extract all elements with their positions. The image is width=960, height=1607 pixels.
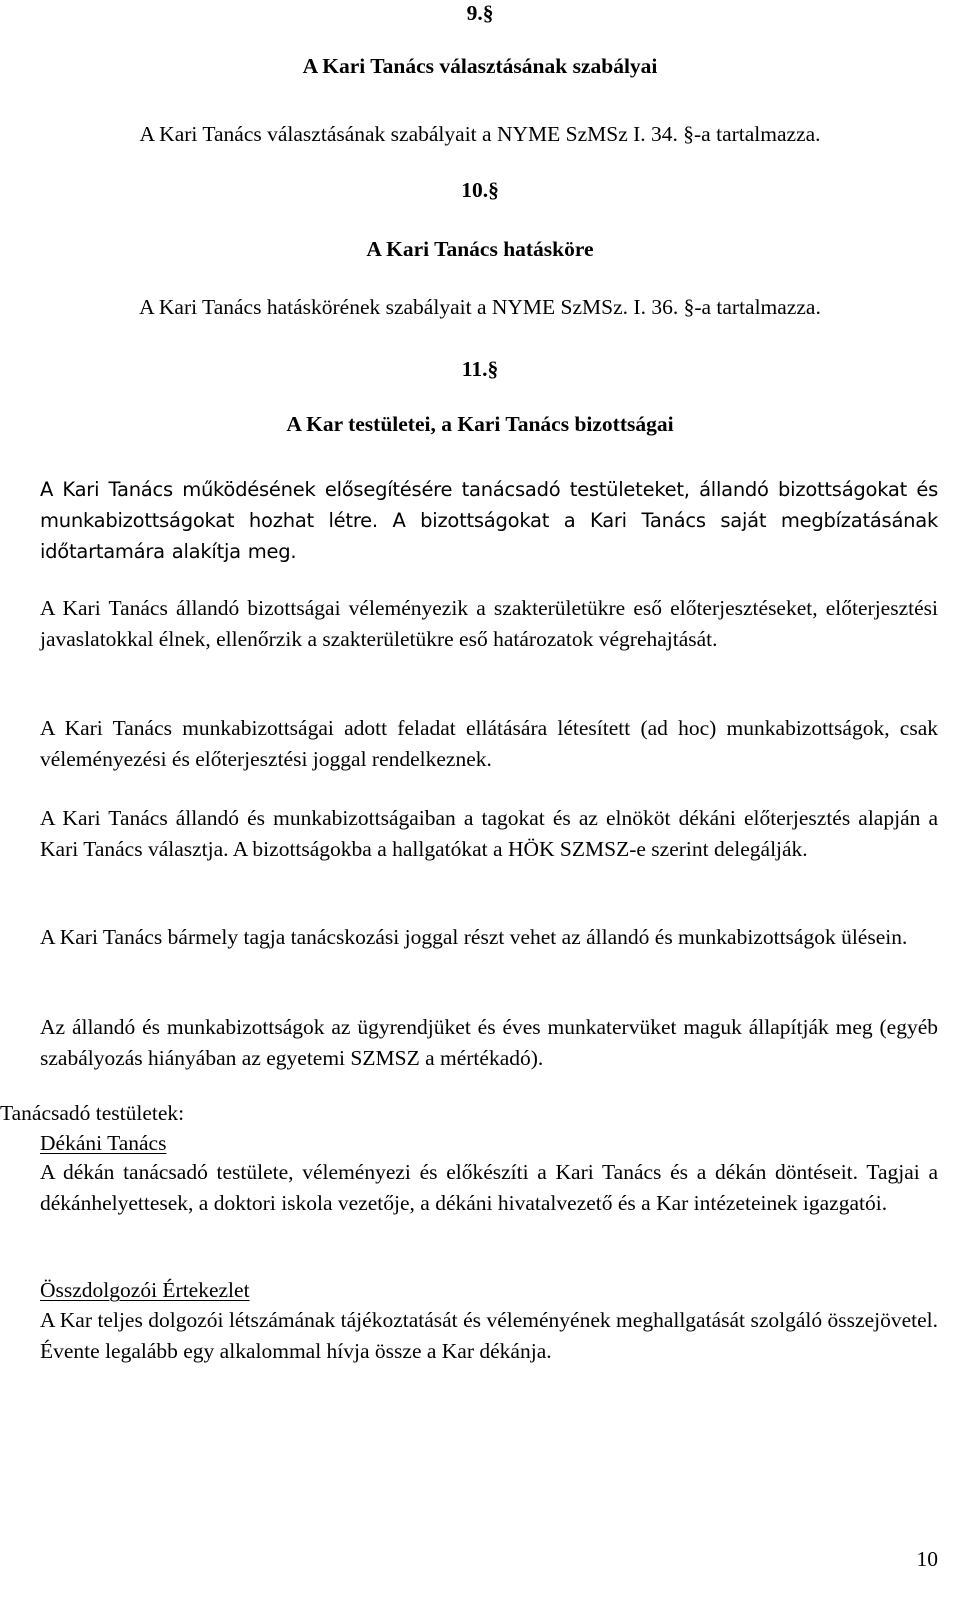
list-item-4-number — [0, 803, 40, 834]
list-item-6-number — [0, 1012, 40, 1043]
list-item-4-text: A Kari Tanács állandó és munkabizottságaiban a tagokat és az elnököt dékáni előterjesztés alapján a Kari Tanács választja. A bizottságokba a hallgatókat a HÖK SZMSZ-e szerint delegálják. — [40, 806, 938, 861]
list-item-6 — [40, 1012, 938, 1074]
advisory-heading: Tanácsadó testületek: — [0, 1101, 185, 1125]
page-number: 10 — [916, 1547, 938, 1571]
section-10-title: A Kari Tanács hatásköre — [366, 237, 594, 261]
section-9-number: 9.§ — [466, 1, 494, 25]
body-1-text: A dékán tanácsadó testülete, véleményezi és előkészíti a Kari Tanács és a dékán döntéseit. Tagjai a dékánhelyettesek, a doktori iskola vezetője, a dékáni hivatalvezető és a Kar intézeteinek igazgatói. — [40, 1160, 938, 1215]
list-item-3-number — [0, 713, 40, 744]
body-2-name: Összdolgozói Értekezlet — [40, 1278, 250, 1302]
list-item-3-text: A Kari Tanács munkabizottságai adott feladat ellátására létesített (ad hoc) munkabizottságok, csak véleményezési és előterjesztési joggal rendelkeznek. — [40, 716, 938, 771]
list-item-2 — [40, 593, 938, 655]
section-10-number: 10.§ — [461, 178, 499, 202]
body-1-name: Dékáni Tanács — [40, 1131, 167, 1155]
list-item-1-text: A Kari Tanács működésének elősegítésére tanácsadó testületeket, állandó bizottságokat és munkabizottságokat hozhat létre. A bizottságokat a Kari Tanács saját megbízatásának időtartamára alakítja meg. — [40, 478, 938, 563]
list-item-5-number — [0, 922, 40, 953]
list-item-1 — [40, 474, 938, 567]
list-item-2-text: A Kari Tanács állandó bizottságai véleményezik a szakterületükre eső előterjesztéseket, előterjesztési javaslatokkal élnek, ellenőrzik a szakterületükre eső határozatok végrehajtását. — [40, 596, 938, 651]
list-item-1-number — [0, 474, 40, 505]
section-9-title: A Kari Tanács választásának szabályai — [302, 54, 658, 78]
section-11-number: 11.§ — [461, 357, 499, 381]
body-2-text: A Kar teljes dolgozói létszámának tájékoztatását és véleményének meghallgatását szolgáló összejövetel. Évente legalább egy alkalommal hívja össze a Kar dékánja. — [40, 1308, 938, 1363]
list-item-5 — [40, 922, 938, 953]
list-item-5-text: A Kari Tanács bármely tagja tanácskozási joggal részt vehet az állandó és munkabizottságok ülésein. — [40, 925, 908, 949]
list-item-3 — [40, 713, 938, 775]
list-item-6-text: Az állandó és munkabizottságok az ügyrendjüket és éves munkatervüket maguk állapítják meg (egyéb szabályozás hiányában az egyetemi SZMSZ a mértékadó). — [40, 1015, 938, 1070]
section-11-title: A Kar testületei, a Kari Tanács bizottságai — [286, 412, 674, 436]
section-9-text: A Kari Tanács választásának szabályait a NYME SzMSz I. 34. §-a tartalmazza. — [139, 122, 821, 146]
list-item-2-number — [0, 593, 40, 624]
list-item-4 — [40, 803, 938, 865]
section-10-text: A Kari Tanács hatáskörének szabályait a NYME SzMSz. I. 36. §-a tartalmazza. — [139, 295, 821, 319]
